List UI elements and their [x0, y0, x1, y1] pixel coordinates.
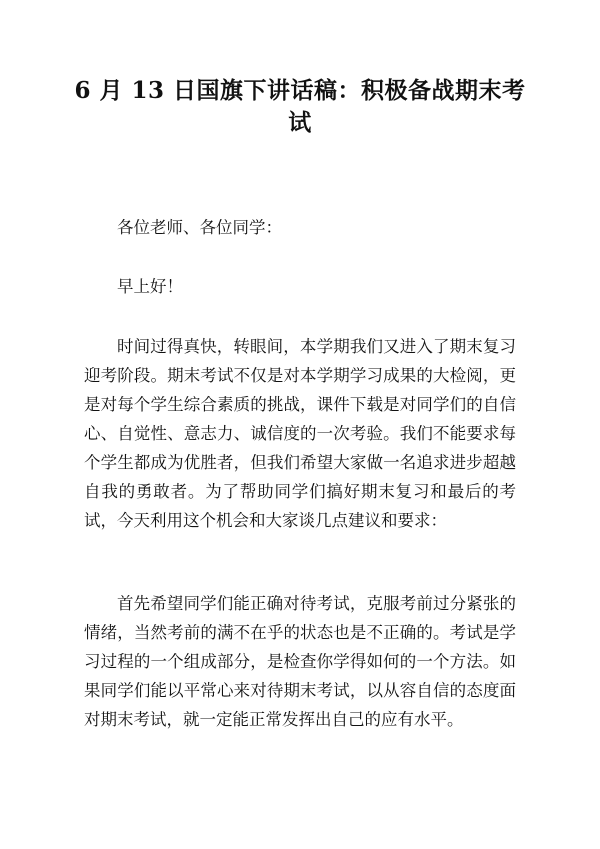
document-title: 6 月 13 日国旗下讲话稿：积极备战期末考试: [74, 77, 526, 136]
body-paragraph: 时间过得真快，转眼间，本学期我们又进入了期末复习迎考阶段。期末考试不仅是对本学期学习成果的大检阅，更是对每个学生综合素质的挑战，课件下载是对同学们的自信心、自觉性、意志力、诚信度的一次考验。我们不能要求每个学生都成为优胜者，但我们希望大家做一名追求进步超越自我的勇敢者。为了帮助同学们搞好期末复习和最后的考试，今天利用这个机会和大家谈几点建议和要求：: [84, 337, 516, 530]
body-paragraph: 首先希望同学们能正确对待考试，克服考前过分紧张的情绪，当然考前的满不在乎的状态也是不正确的。考试是学习过程的一个组成部分，是检查你学得如何的一个方法。如果同学们能以平常心来对待期末考试，以从容自信的态度面对期末考试，就一定能正常发挥出自己的应有水平。: [84, 594, 516, 729]
greeting-paragraph: 各位老师、各位同学：: [117, 218, 282, 237]
good-morning-paragraph: 早上好！: [117, 277, 183, 296]
